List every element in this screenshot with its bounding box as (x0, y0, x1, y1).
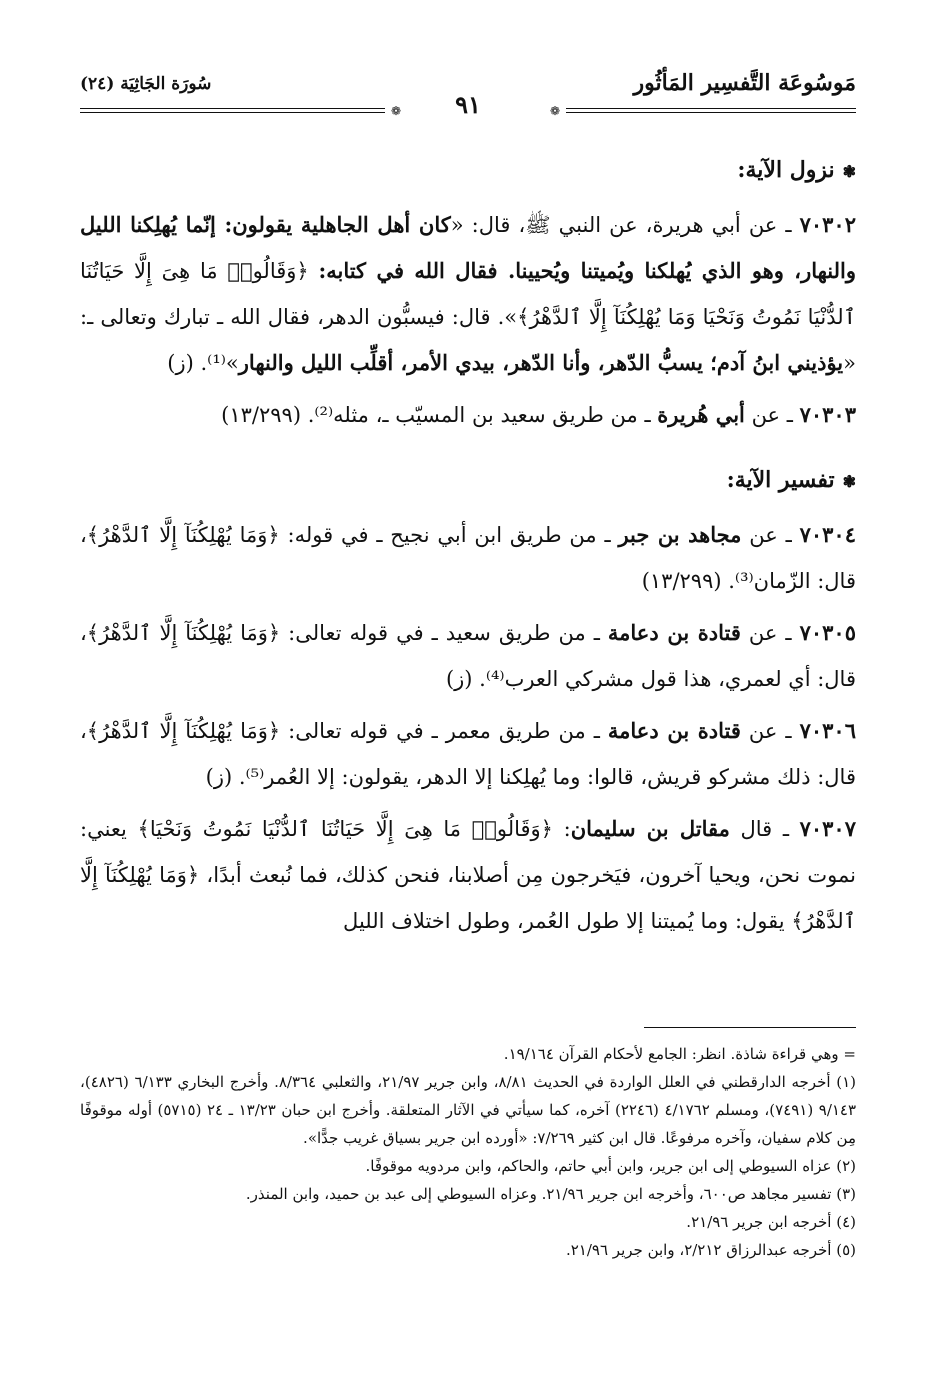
section-heading-tafsir: ❃تفسير الآية: (726, 467, 856, 493)
narrator-name: مجاهد بن جبر (618, 522, 742, 547)
narrator-name: مقاتل بن سليمان (570, 816, 730, 841)
main-text (80, 150, 856, 950)
header-rule-right (566, 108, 856, 109)
narration-7302: ٧٠٣٠٢ ـ عن أبي هريرة، عن النبي ﷺ، قال: «كان أهل الجاهلية يقولون: إنّما يُهلِكنا الليل والنهار، وهو الذي يُهلكنا ويُميتنا ويُحيينا. فقال الله في كتابه: ﴿وَقَالُوا۟ مَا هِىَ إِلَّا حَيَاتُنَا ٱلدُّنْيَا نَمُوتُ وَنَحْيَا وَمَا يُهْلِكُنَآ إِلَّا ٱلدَّهْرُ﴾». قال: فيسبُّون الدهر، فقال الله ـ تبارك وتعالى ـ: «يؤذيني ابنُ آدم؛ يسبُّ الدّهر، وأنا الدّهر، بيدي الأمر، أقلِّب الليل والنهار»⁽¹⁾. (ز) (80, 212, 856, 375)
book-title: مَوسُوعَة التَّفسِير المَأثُور (633, 70, 856, 96)
header-rule-left (80, 108, 385, 109)
hadith-text: يؤذيني ابنُ آدم؛ يسبُّ الدّهر، وأنا الدّهر، بيدي الأمر، أقلِّب الليل والنهار (238, 350, 844, 375)
footnotes (80, 1040, 856, 1264)
narration-number: ٧٠٣٠٣ (799, 402, 856, 427)
narrator-name: أبي هُريرة (657, 402, 745, 427)
narrator-name: قتادة بن دعامة (607, 718, 741, 743)
narration-7306: ٧٠٣٠٦ ـ عن قتادة بن دعامة ـ من طريق معمر ـ في قوله تعالى: ﴿وَمَا يُهْلِكُنَآ إِلَّا ٱلدَّهْرُ﴾، قال: ذلك مشركو قريش، قالوا: وما يُهلِكنا إلا الدهر، يقولون: إلا العُمر⁽⁵⁾. (ز) (80, 718, 856, 789)
footnote-divider (644, 1027, 856, 1028)
footnote-4: (٤) أخرجه ابن جرير ٢١/٩٦. (686, 1213, 856, 1231)
header-rule-right-thin (566, 112, 856, 113)
ornament-icon: ❁ (391, 104, 402, 118)
flower-icon: ❃ (842, 162, 856, 181)
narrator-name: قتادة بن دعامة (607, 620, 741, 645)
surah-title: سُورَة الجَاثِيَة (٢٤) (80, 74, 212, 94)
footnote-5: (٥) أخرجه عبدالرزاق ٢/٢١٢، وابن جرير ٢١/٩٦. (565, 1241, 856, 1259)
hadith-text: كان أهل الجاهلية يقولون: إنّما يُهلِكنا الليل والنهار، وهو الذي يُهلكنا ويُميتنا ويُحيينا. فقال الله في كتابه: (80, 212, 856, 283)
page-number: ٩١ (455, 90, 481, 119)
narration-7307: ٧٠٣٠٧ ـ قال مقاتل بن سليمان: ﴿وَقَالُوا۟ مَا هِىَ إِلَّا حَيَاتُنَا ٱلدُّنْيَا نَمُوتُ وَنَحْيَا﴾ يعني: نموت نحن، ويحيا آخرون، فيَخرجون مِن أصلابنا، فنحن كذلك، فما نُبعث أبدًا، ﴿وَمَا يُهْلِكُنَآ إِلَّا ٱلدَّهْرُ﴾ يقول: وما يُميتنا إلا طول العُمر، وطول اختلاف الليل (80, 816, 856, 933)
footnote-3: (٣) تفسير مجاهد ص٦٠٠، وأخرجه ابن جرير ٢١/٩٦. وعزاه السيوطي إلى عبد بن حميد، وابن المنذر. (245, 1185, 856, 1203)
footnote-1: (١) أخرجه الدارقطني في العلل الواردة في الحديث ٨/٨١، وابن جرير ٢١/٩٧، والثعلبي ٨/٣٦٤. وأخرج البخاري ٦/١٣٣ (٤٨٢٦)، ٩/١٤٣ (٧٤٩١)، ومسلم ٤/١٧٦٢ (٢٢٤٦) آخره، كما سيأتي في الآثار المتعلقة. وأخرج ابن حبان ١٣/٢٣ ـ ٢٤ (٥٧١٥) أوله موقوفًا مِن كلام سفيان، وآخره مرفوعًا. قال ابن كثير ٧/٢٦٩: «أورده ابن جرير بسياق غريب جدًّا». (80, 1073, 857, 1147)
narration-number: ٧٠٣٠٢ (799, 212, 856, 237)
ornament-icon: ❁ (549, 104, 560, 118)
narration-number: ٧٠٣٠٤ (799, 522, 856, 547)
narration-number: ٧٠٣٠٧ (799, 816, 856, 841)
header-rule-left-thin (80, 112, 385, 113)
narration-7304: ٧٠٣٠٤ ـ عن مجاهد بن جبر ـ من طريق ابن أبي نجيح ـ في قوله: ﴿وَمَا يُهْلِكُنَآ إِلَّا ٱلدَّهْرُ﴾، قال: الزّمان⁽³⁾. (١٣/٢٩٩) (80, 522, 856, 593)
section-heading-nuzul: ❃نزول الآية: (737, 157, 856, 183)
footnote-2: (٢) عزاه السيوطي إلى ابن جرير، وابن أبي حاتم، والحاكم، وابن مردويه موقوفًا. (365, 1157, 856, 1175)
narration-7303: ٧٠٣٠٣ ـ عن أبي هُريرة ـ من طريق سعيد بن المسيّب ـ، مثله⁽²⁾. (١٣/٢٩٩) (221, 402, 856, 427)
page-header (80, 68, 856, 128)
narration-number: ٧٠٣٠٥ (799, 620, 856, 645)
narration-number: ٧٠٣٠٦ (799, 718, 856, 743)
narration-7305: ٧٠٣٠٥ ـ عن قتادة بن دعامة ـ من طريق سعيد ـ في قوله تعالى: ﴿وَمَا يُهْلِكُنَآ إِلَّا ٱلدَّهْرُ﴾، قال: أي لعمري، هذا قول مشركي العرب⁽⁴⁾. (ز) (80, 620, 856, 691)
footnote-continuation: = وهي قراءة شاذة. انظر: الجامع لأحكام القرآن ١٩/١٦٤. (503, 1045, 856, 1063)
flower-icon: ❃ (842, 472, 856, 491)
